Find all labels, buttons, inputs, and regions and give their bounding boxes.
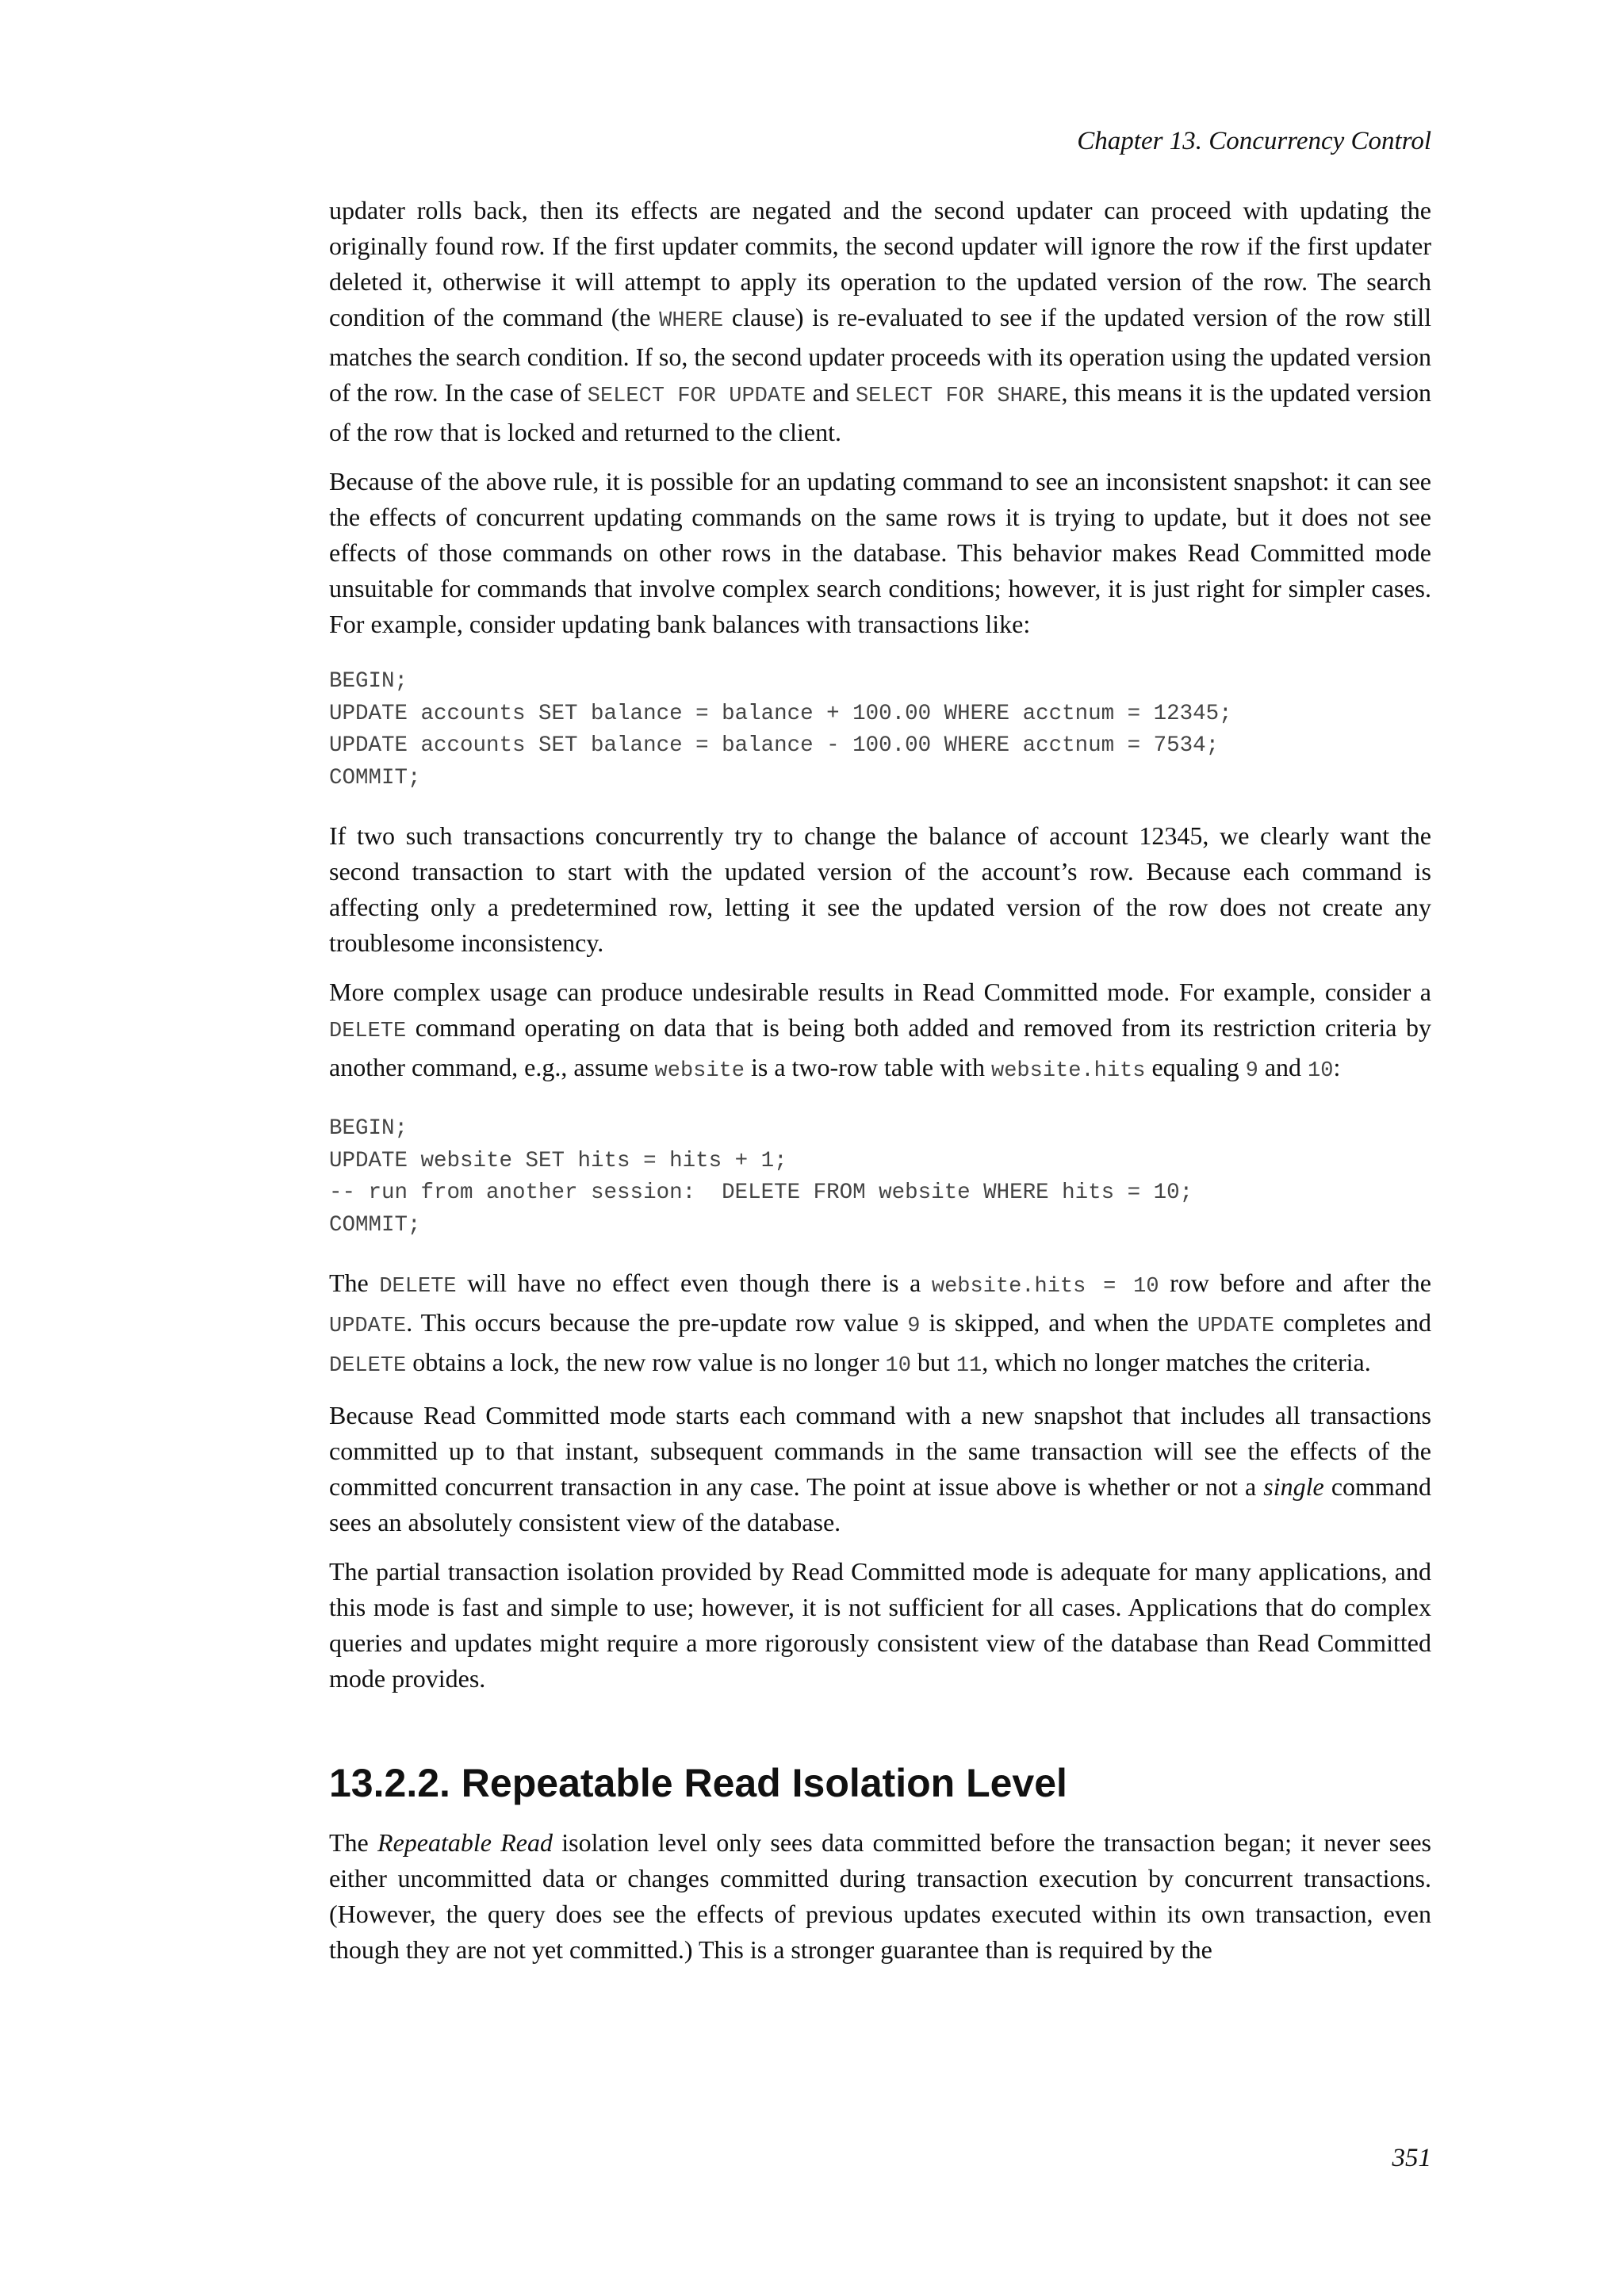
- document-page: [329, 0, 1431, 2296]
- text-run: is skipped, and when the: [920, 1308, 1197, 1337]
- inline-code: WHERE: [659, 309, 724, 333]
- text-run: The: [329, 1828, 378, 1857]
- text-run: command operating on data that is being both added and removed from its restriction criteria by another command, e.g., assume: [329, 1013, 1431, 1081]
- code-line: COMMIT;: [329, 765, 421, 790]
- inline-code: UPDATE: [1197, 1314, 1275, 1338]
- paragraph-partial-isolation: The partial transaction isolation provided by Read Committed mode is adequate for many applications, and this mode is fast and simple to use; however, it is not sufficient for all cases. Applications that do complex queries and updates might require a more rigorously consistent view of the database than Read Committed mode provides.: [329, 1557, 1431, 1693]
- inline-code: DELETE: [329, 1354, 407, 1378]
- inline-code: 10: [885, 1354, 911, 1378]
- page-body: [329, 193, 1431, 1981]
- inline-code: website.hits = 10: [931, 1275, 1159, 1299]
- inline-code: 10: [1308, 1059, 1334, 1083]
- code-block-bank-transactions: [329, 666, 1431, 794]
- paragraph-new-snapshot: [329, 1398, 1431, 1540]
- inline-code: DELETE: [379, 1275, 457, 1299]
- inline-code: 11: [956, 1354, 982, 1378]
- text-run: command sees an absolutely consistent view of the database.: [329, 1472, 1432, 1536]
- text-run: but: [910, 1348, 956, 1376]
- text-run: is a two-row table with: [744, 1053, 992, 1081]
- code-line: UPDATE website SET hits = hits + 1;: [329, 1148, 787, 1173]
- running-header: Chapter 13. Concurrency Control: [1077, 127, 1431, 155]
- code-line: UPDATE accounts SET balance = balance - 100.00 WHERE acctnum = 7534;: [329, 733, 1220, 758]
- paragraph-repeatable-read: [329, 1825, 1431, 1968]
- code-line: COMMIT;: [329, 1212, 421, 1238]
- text-run: and: [806, 378, 856, 407]
- paragraph-updater-rollback: [329, 193, 1431, 450]
- paragraph-complex-usage: [329, 974, 1431, 1089]
- text-run: . This occurs because the pre-update row value: [406, 1308, 908, 1337]
- text-run: The: [329, 1269, 380, 1297]
- text-run: and: [1258, 1053, 1308, 1081]
- text-run: isolation level only sees data committed before the transaction began; it never sees either uncommitted data or changes committed during transaction execution by concurrent transactions. (However, the query does see the effects of previous updates executed within its own transaction, even though they are not yet committed.) This is a stronger guarantee than is required by the: [329, 1828, 1432, 1964]
- page-number: 351: [1392, 2144, 1431, 2172]
- inline-code: SELECT FOR SHARE: [855, 385, 1062, 408]
- text-run: , this means it is the updated version of the row that is locked and returned to the client.: [329, 378, 1432, 446]
- code-line: BEGIN;: [329, 669, 408, 694]
- paragraph-two-transactions: If two such transactions concurrently try to change the balance of account 12345, we clearly want the second transaction to start with the updated version of the account’s row. Because each command is affecting only a predetermined row, letting it see the updated version of the row does not create any troublesome inconsistency.: [329, 821, 1431, 957]
- inline-code: website: [654, 1059, 745, 1083]
- text-run: will have no effect even though there is a: [456, 1269, 932, 1297]
- text-run: More complex usage can produce undesirable results in Read Committed mode. For example, consider a: [329, 978, 1431, 1006]
- text-run: :: [1333, 1053, 1341, 1081]
- inline-code: UPDATE: [329, 1314, 407, 1338]
- code-block-website-update: [329, 1113, 1431, 1242]
- text-run: equaling: [1145, 1053, 1246, 1081]
- section-heading: 13.2.2. Repeatable Read Isolation Level: [329, 1761, 1067, 1805]
- text-run: clause) is re-evaluated to see if the updated version of the row still matches the search condition. If so, the second updater proceeds with its operation using the updated version of the row. In the case of: [329, 303, 1431, 407]
- emphasis: Repeatable Read: [377, 1828, 553, 1857]
- inline-code: SELECT FOR UPDATE: [587, 385, 806, 408]
- text-run: row before and after the: [1159, 1269, 1431, 1297]
- inline-code: website.hits: [991, 1059, 1146, 1083]
- text-run: completes and: [1274, 1308, 1432, 1337]
- inline-code: 9: [1245, 1059, 1258, 1083]
- text-run: obtains a lock, the new row value is no longer: [406, 1348, 886, 1376]
- emphasis: single: [1263, 1472, 1324, 1501]
- inline-code: 9: [907, 1314, 921, 1338]
- text-run: Because Read Committed mode starts each command with a new snapshot that includes all transactions committed up to that instant, subsequent commands in the same transaction will see the effects of the committed concurrent transaction in any case. The point at issue above is whether or not a: [329, 1401, 1431, 1501]
- text-run: , which no longer matches the criteria.: [982, 1348, 1371, 1376]
- code-line: -- run from another session: DELETE FROM website WHERE hits = 10;: [329, 1181, 1193, 1205]
- inline-code: DELETE: [329, 1020, 407, 1043]
- paragraph-inconsistent-snapshot: Because of the above rule, it is possible for an updating command to see an inconsistent snapshot: it can see the effects of concurrent updating commands on the same rows it is trying to update, but it does not see effects of those commands on other rows in the database. This behavior makes Read Committed mode unsuitable for commands that involve complex search conditions; however, it is just right for simpler cases. For example, consider updating bank balances with transactions like:: [329, 467, 1431, 638]
- paragraph-delete-no-effect: [329, 1265, 1431, 1384]
- code-line: BEGIN;: [329, 1116, 408, 1141]
- text-run: updater rolls back, then its effects are negated and the second updater can proceed with updating the originally found row. If the first updater commits, the second updater will ignore the row if the first updater deleted it, otherwise it will attempt to apply its operation to the updated version of the row. The search condition of the command (the: [329, 196, 1431, 331]
- code-line: UPDATE accounts SET balance = balance + 100.00 WHERE acctnum = 12345;: [329, 701, 1232, 726]
